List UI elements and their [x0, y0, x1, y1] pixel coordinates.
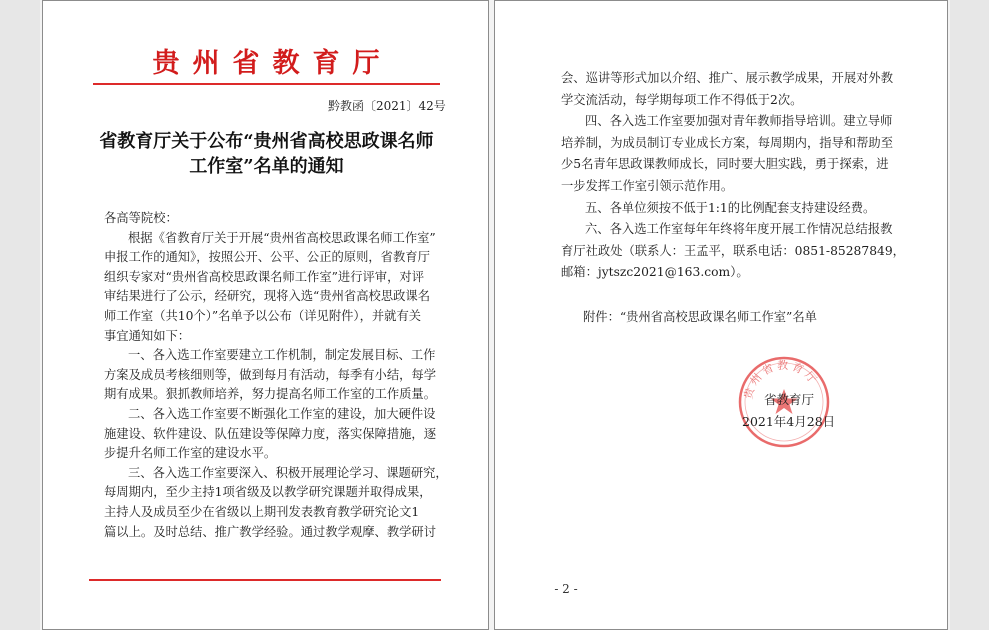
body-text [104, 209, 474, 542]
page1-line: 步提升名师工作室的建设水平。 [104, 446, 277, 461]
page2-line: 培养制，为成员制订专业成长方案，每周期内，指导和帮助至 [561, 135, 894, 150]
page2-line: 五、各单位须按不低于1:1的比例配套支持建设经费。 [585, 200, 876, 215]
title-line-1: 省教育厅关于公布“贵州省高校思政课名师 [99, 131, 434, 152]
page2-line: 学交流活动，每学期每项工作不得低于2次。 [561, 92, 803, 107]
page1-line: 申报工作的通知》，按照公开、公平、公正的原则，省教育厅 [104, 250, 430, 265]
page1-line: 二、各入选工作室要不断强化工作室的建设，加大硬件设 [128, 406, 436, 421]
signature-organization: 省教育厅 [764, 392, 815, 407]
salutation: 各高等院校： [104, 211, 178, 225]
footer-rule [89, 579, 441, 581]
page2-line: 邮箱：jytszc2021@163.com）。 [561, 265, 749, 280]
page1-line: 主持人及成员至少在省级以上期刊发表教育教学研究论文1 [104, 504, 420, 519]
page1-line: 审结果进行了公示，经研究，现将入选“贵州省高校思政课名 [104, 289, 431, 304]
signature-date: 2021年4月28日 [742, 414, 836, 429]
page-number: - 2 - [554, 582, 578, 596]
title-line-2: 工作室”名单的通知 [189, 156, 344, 177]
page2-line: 六、各入选工作室每年年终将年度开展工作情况总结报教 [585, 222, 893, 237]
document-number: 黔教函〔2021〕42号 [328, 99, 446, 113]
page1-line: 一、各入选工作室要建立工作机制，制定发展目标、工作 [128, 348, 436, 363]
viewer-left-gutter [0, 0, 40, 630]
page2-line: 少5名青年思政课教师成长，同时要大胆实践，勇于探索，进 [561, 157, 889, 172]
page1-line: 篇以上。及时总结、推广教学经验。通过教学观摩、教学研讨 [104, 524, 437, 539]
page1-line: 方案及成员考核细则等，做到每月有活动，每季有小结，每学 [104, 367, 437, 382]
page1-line: 组织专家对“贵州省高校思政课名师工作室”进行评审，对评 [104, 269, 424, 284]
seal-text: 贵州省教育厅 [741, 359, 821, 401]
page1-line: 事宜通知如下： [104, 328, 191, 343]
page-1 [42, 0, 489, 630]
body-text-continued [561, 67, 941, 283]
page2-line: 育厅社政处（联系人：王孟平，联系电话：0851-85287849， [561, 243, 905, 258]
page1-line: 三、各入选工作室要深入、积极开展理论学习、课题研究， [128, 465, 448, 480]
page2-line: 四、各入选工作室要加强对青年教师指导培训。建立导师 [585, 114, 893, 129]
viewer-right-gutter [950, 0, 989, 630]
page-2 [494, 0, 948, 630]
document-title [43, 129, 490, 179]
letterhead-rule [93, 83, 440, 85]
page2-line: 会、巡讲等形式加以介绍、推广、展示教学成果，开展对外教 [561, 71, 894, 85]
page1-line: 师工作室（共10个）”名单予以公布（详见附件），并就有关 [104, 308, 422, 323]
page1-line: 期有成果。狠抓教师培养，努力提高名师工作室的工作质量。 [104, 387, 437, 402]
page1-line: 每周期内，至少主持1项省级及以教学研究课题并取得成果， [104, 485, 432, 500]
page1-line: 根据《省教育厅关于开展“贵州省高校思政课名师工作室” [128, 230, 436, 245]
page1-line: 施建设、软件建设、队伍建设等保障力度，落实保障措施，逐 [104, 426, 437, 441]
annex-note: 附件：“贵州省高校思政课名师工作室”名单 [583, 310, 817, 324]
page2-line: 一步发挥工作室引领示范作用。 [561, 178, 734, 193]
letterhead-title: 贵州省教育厅 [152, 48, 393, 79]
